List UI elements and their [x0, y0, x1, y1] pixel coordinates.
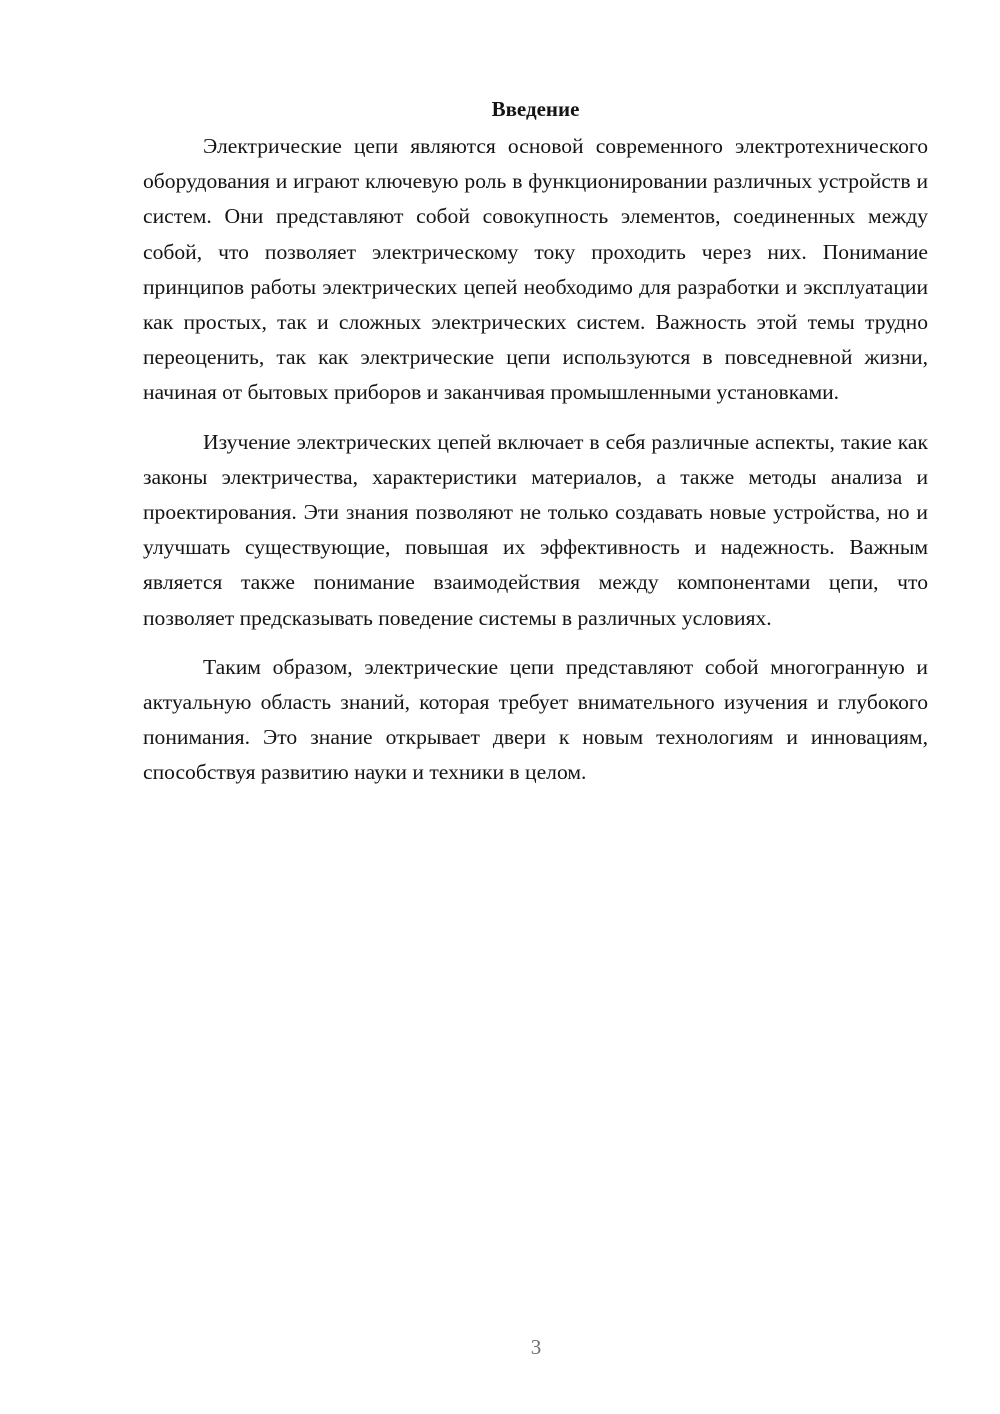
- paragraph-1: Электрические цепи являются основой современного электротехнического оборудования и играют ключевую роль в функционировании различных устройств и систем. Они представляют собой совокупность элементов, соединенных между собой, что позволяет электрическому току проходить через них. Понимание принципов работы электрических цепей необходимо для разработки и эксплуатации как простых, так и сложных электрических систем. Важность этой темы трудно переоценить, так как электрические цепи используются в повседневной жизни, начиная от бытовых приборов и заканчивая промышленными установками.: [143, 134, 928, 405]
- paragraph-3: Таким образом, электрические цепи представляют собой многогранную и актуальную область знаний, которая требует внимательного изучения и глубокого понимания. Это знание открывает двери к новым технологиям и инновациям, способствуя развитию науки и техники в целом.: [143, 654, 928, 785]
- document-body: [143, 92, 928, 791]
- section-title: Введение: [491, 97, 580, 121]
- paragraph-2: Изучение электрических цепей включает в себя различные аспекты, такие как законы электричества, характеристики материалов, а также методы анализа и проектирования. Эти знания позволяют не только создавать новые устройства, но и улучшать существующие, повышая их эффективность и надежность. Важным является также понимание взаимодействия между компонентами цепи, что позволяет предсказывать поведение системы в различных условиях.: [143, 429, 928, 630]
- page-number: 3: [530, 1335, 542, 1359]
